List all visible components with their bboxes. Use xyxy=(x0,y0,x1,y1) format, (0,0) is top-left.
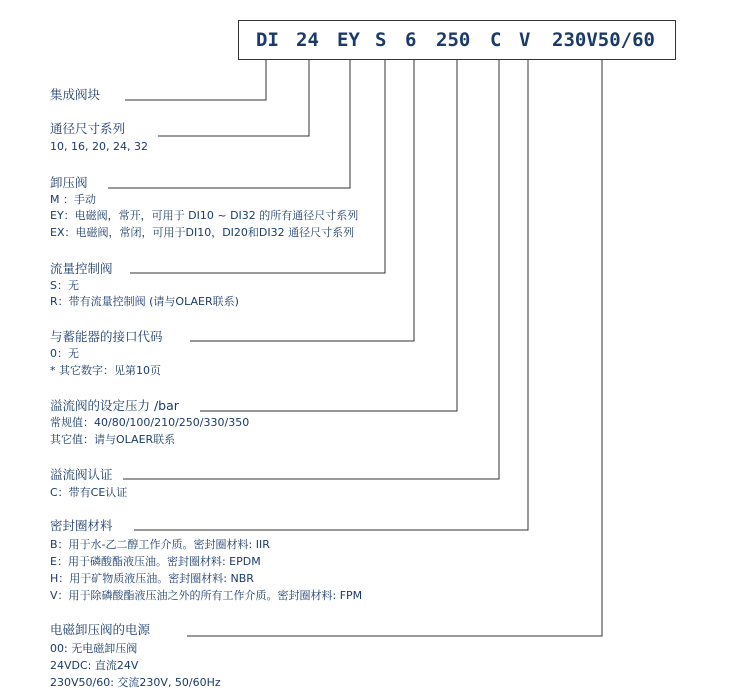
section-line: C：带有CE认证 xyxy=(50,486,128,499)
code-segment-series: DI xyxy=(256,29,279,51)
section-line: 常规值：40/80/100/210/250/330/350 xyxy=(50,416,250,429)
code-segment-certification: C xyxy=(490,29,502,51)
section-line: 24VDC: 直流24V xyxy=(50,659,139,672)
code-segment-relief-valve: EY xyxy=(337,29,360,51)
section-line: 10, 16, 20, 24, 32 xyxy=(50,140,148,153)
section-line: E：用于磷酸酯液压油。密封圈材料: EPDM xyxy=(50,555,261,568)
connector-size xyxy=(158,60,309,136)
section-line: H：用于矿物质液压油。密封圈材料: NBR xyxy=(50,572,254,585)
section-title: 密封圈材料 xyxy=(50,518,113,533)
code-segment-accumulator-port: 6 xyxy=(405,29,417,51)
section-line: EX：电磁阀，常闭，可用于DI10，DI20和DI32 通径尺寸系列 xyxy=(50,226,355,239)
connector-series xyxy=(125,60,266,100)
section-title: 卸压阀 xyxy=(50,175,88,190)
section-line: M ：手动 xyxy=(50,193,96,206)
section-line: 00: 无电磁卸压阀 xyxy=(50,642,138,655)
code-segment-pressure: 250 xyxy=(436,29,471,51)
section-line: V：用于除磷酸酯液压油之外的所有工作介质。密封圈材料: FPM xyxy=(50,589,363,602)
code-segment-flow-control: S xyxy=(375,29,387,51)
section-title: 电磁卸压阀的电源 xyxy=(50,622,151,637)
section-line: 其它值：请与OLAER联系 xyxy=(50,433,176,446)
section-title: 与蓄能器的接口代码 xyxy=(50,329,163,344)
section-line: S：无 xyxy=(50,279,79,292)
section-title: 通径尺寸系列 xyxy=(50,121,126,136)
code-segment-size: 24 xyxy=(296,29,319,51)
section-line: EY：电磁阀，常开，可用于 DI10 ~ DI32 的所有通径尺寸系列 xyxy=(50,209,359,222)
section-title: 溢流阀的设定压力 /bar xyxy=(50,398,179,413)
section-title: 集成阀块 xyxy=(50,87,101,102)
section-line: B：用于水-乙二醇工作介质。密封圈材料: IIR xyxy=(50,538,270,551)
section-line: * 其它数字：见第10页 xyxy=(50,364,161,377)
connector-flow-control xyxy=(130,60,385,273)
section-title: 溢流阀认证 xyxy=(50,467,113,482)
code-segment-seal: V xyxy=(519,29,531,51)
section-line: 0：无 xyxy=(50,347,79,360)
section-line: R：带有流量控制阀 (请与OLAER联系) xyxy=(50,295,239,308)
code-segment-power: 230V50/60 xyxy=(552,29,655,51)
connector-relief-valve xyxy=(108,60,350,188)
section-line: 230V50/60: 交流230V, 50/60Hz xyxy=(50,676,221,689)
section-title: 流量控制阀 xyxy=(50,261,113,276)
